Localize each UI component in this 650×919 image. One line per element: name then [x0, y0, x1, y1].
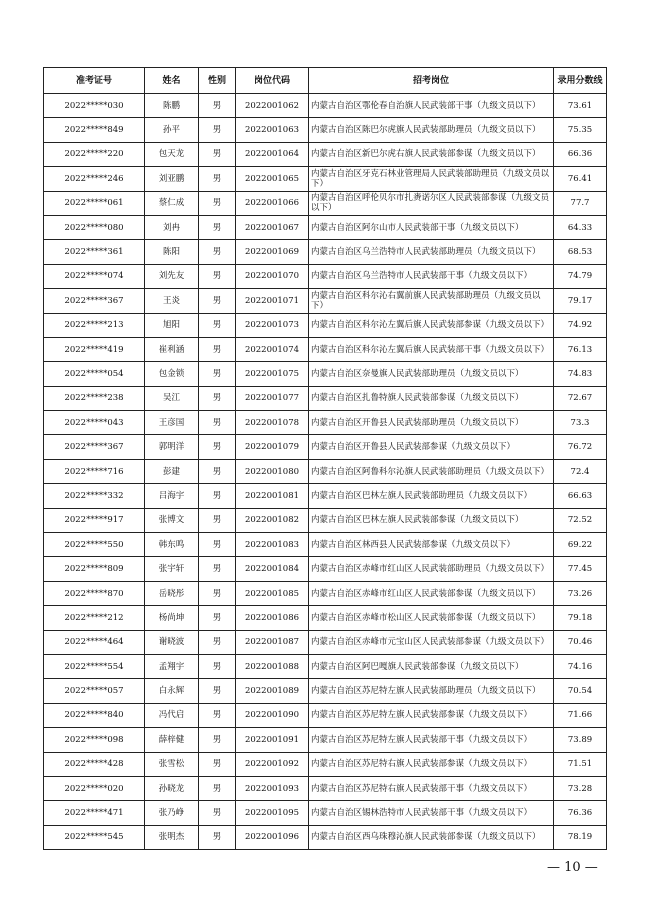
- gender-cell: 男: [199, 606, 236, 630]
- post-cell: 内蒙古自治区赤峰市元宝山区人民武装部参谋（九级文员以下）: [309, 630, 554, 654]
- gender-cell: 男: [199, 654, 236, 678]
- table-row: [44, 289, 607, 313]
- table-row: [44, 191, 607, 215]
- gender-cell: 男: [199, 337, 236, 361]
- gender-cell: 男: [199, 142, 236, 166]
- name-cell: 孙平: [145, 118, 199, 142]
- exam-id-cell: 2022*****061: [44, 191, 145, 215]
- post-code-cell: 2022001066: [236, 191, 309, 215]
- post-cell: 内蒙古自治区苏尼特左旗人民武装部参谋（九级文员以下）: [309, 703, 554, 727]
- name-cell: 吕海宇: [145, 484, 199, 508]
- exam-id-cell: 2022*****545: [44, 825, 145, 849]
- post-cell: 内蒙古自治区鄂伦春自治旗人民武装部干事（九级文员以下）: [309, 94, 554, 118]
- post-code-cell: 2022001080: [236, 459, 309, 483]
- name-cell: 孟翔宇: [145, 654, 199, 678]
- score-cell: 72.67: [554, 386, 607, 410]
- score-cell: 66.36: [554, 142, 607, 166]
- gender-cell: 男: [199, 508, 236, 532]
- post-cell: 内蒙古自治区开鲁县人民武装部助理员（九级文员以下）: [309, 411, 554, 435]
- score-cell: 74.92: [554, 313, 607, 337]
- exam-id-cell: 2022*****238: [44, 386, 145, 410]
- table-row: [44, 484, 607, 508]
- name-cell: 刘冉: [145, 215, 199, 239]
- table-row: [44, 142, 607, 166]
- post-cell: 内蒙古自治区阿尔山市人民武装部干事（九级文员以下）: [309, 215, 554, 239]
- exam-id-cell: 2022*****246: [44, 167, 145, 191]
- exam-id-cell: 2022*****716: [44, 459, 145, 483]
- post-cell: 内蒙古自治区乌兰浩特市人民武装部助理员（九级文员以下）: [309, 240, 554, 264]
- name-cell: 包金锁: [145, 362, 199, 386]
- gender-cell: 男: [199, 703, 236, 727]
- exam-id-cell: 2022*****367: [44, 289, 145, 313]
- post-code-cell: 2022001073: [236, 313, 309, 337]
- score-cell: 76.41: [554, 167, 607, 191]
- post-cell: 内蒙古自治区赤峰市红山区人民武装部助理员（九级文员以下）: [309, 557, 554, 581]
- score-cell: 73.3: [554, 411, 607, 435]
- name-cell: 张雪松: [145, 752, 199, 776]
- score-cell: 76.72: [554, 435, 607, 459]
- post-cell: 内蒙古自治区乌兰浩特市人民武装部干事（九级文员以下）: [309, 264, 554, 288]
- table-row: [44, 679, 607, 703]
- header-post: 招考岗位: [309, 68, 554, 94]
- table-row: [44, 337, 607, 361]
- gender-cell: 男: [199, 386, 236, 410]
- score-cell: 75.35: [554, 118, 607, 142]
- table-row: [44, 118, 607, 142]
- table-body: [44, 94, 607, 850]
- gender-cell: 男: [199, 581, 236, 605]
- name-cell: 张明杰: [145, 825, 199, 849]
- post-code-cell: 2022001077: [236, 386, 309, 410]
- score-cell: 73.61: [554, 94, 607, 118]
- table-row: [44, 459, 607, 483]
- post-code-cell: 2022001064: [236, 142, 309, 166]
- table-row: [44, 94, 607, 118]
- exam-id-cell: 2022*****054: [44, 362, 145, 386]
- post-code-cell: 2022001081: [236, 484, 309, 508]
- post-cell: 内蒙古自治区科尔沁左翼后旗人民武装部参谋（九级文员以下）: [309, 313, 554, 337]
- post-code-cell: 2022001067: [236, 215, 309, 239]
- post-cell: 内蒙古自治区苏尼特右旗人民武装部参谋（九级文员以下）: [309, 752, 554, 776]
- exam-id-cell: 2022*****212: [44, 606, 145, 630]
- post-cell: 内蒙古自治区西乌珠穆沁旗人民武装部参谋（九级文员以下）: [309, 825, 554, 849]
- post-code-cell: 2022001087: [236, 630, 309, 654]
- gender-cell: 男: [199, 362, 236, 386]
- post-code-cell: 2022001088: [236, 654, 309, 678]
- exam-id-cell: 2022*****428: [44, 752, 145, 776]
- gender-cell: 男: [199, 264, 236, 288]
- post-code-cell: 2022001078: [236, 411, 309, 435]
- post-cell: 内蒙古自治区赤峰市红山区人民武装部参谋（九级文员以下）: [309, 581, 554, 605]
- post-code-cell: 2022001069: [236, 240, 309, 264]
- name-cell: 旭阳: [145, 313, 199, 337]
- exam-id-cell: 2022*****849: [44, 118, 145, 142]
- table-row: [44, 167, 607, 191]
- post-cell: 内蒙古自治区苏尼特左旗人民武装部助理员（九级文员以下）: [309, 679, 554, 703]
- post-code-cell: 2022001071: [236, 289, 309, 313]
- name-cell: 陈阳: [145, 240, 199, 264]
- score-cell: 79.17: [554, 289, 607, 313]
- post-code-cell: 2022001070: [236, 264, 309, 288]
- name-cell: 彭建: [145, 459, 199, 483]
- gender-cell: 男: [199, 825, 236, 849]
- exam-id-cell: 2022*****550: [44, 533, 145, 557]
- post-cell: 内蒙古自治区巴林左旗人民武装部助理员（九级文员以下）: [309, 484, 554, 508]
- gender-cell: 男: [199, 191, 236, 215]
- name-cell: 崔利涵: [145, 337, 199, 361]
- gender-cell: 男: [199, 557, 236, 581]
- post-code-cell: 2022001082: [236, 508, 309, 532]
- post-code-cell: 2022001092: [236, 752, 309, 776]
- post-code-cell: 2022001083: [236, 533, 309, 557]
- table-row: [44, 654, 607, 678]
- table-row: [44, 825, 607, 849]
- post-cell: 内蒙古自治区扎鲁特旗人民武装部参谋（九级文员以下）: [309, 386, 554, 410]
- gender-cell: 男: [199, 167, 236, 191]
- gender-cell: 男: [199, 728, 236, 752]
- name-cell: 谢晓波: [145, 630, 199, 654]
- name-cell: 陈鹏: [145, 94, 199, 118]
- name-cell: 杨尚坤: [145, 606, 199, 630]
- gender-cell: 男: [199, 776, 236, 800]
- table-row: [44, 411, 607, 435]
- table-row: [44, 435, 607, 459]
- exam-id-cell: 2022*****080: [44, 215, 145, 239]
- gender-cell: 男: [199, 459, 236, 483]
- gender-cell: 男: [199, 801, 236, 825]
- post-cell: 内蒙古自治区开鲁县人民武装部参谋（九级文员以下）: [309, 435, 554, 459]
- score-cell: 70.46: [554, 630, 607, 654]
- table-row: [44, 703, 607, 727]
- score-cell: 77.45: [554, 557, 607, 581]
- name-cell: 张博文: [145, 508, 199, 532]
- name-cell: 白永辉: [145, 679, 199, 703]
- score-cell: 66.63: [554, 484, 607, 508]
- exam-id-cell: 2022*****057: [44, 679, 145, 703]
- score-cell: 74.83: [554, 362, 607, 386]
- page-number: — 10 —: [547, 860, 598, 875]
- header-exam-id: 准考证号: [44, 68, 145, 94]
- score-cell: 74.79: [554, 264, 607, 288]
- post-code-cell: 2022001084: [236, 557, 309, 581]
- exam-id-cell: 2022*****098: [44, 728, 145, 752]
- post-cell: 内蒙古自治区林西县人民武装部参谋（九级文员以下）: [309, 533, 554, 557]
- post-cell: 内蒙古自治区奈曼旗人民武装部助理员（九级文员以下）: [309, 362, 554, 386]
- header-gender: 性别: [199, 68, 236, 94]
- score-cell: 72.4: [554, 459, 607, 483]
- table-row: [44, 264, 607, 288]
- name-cell: 王炎: [145, 289, 199, 313]
- post-cell: 内蒙古自治区苏尼特左旗人民武装部干事（九级文员以下）: [309, 728, 554, 752]
- name-cell: 王彦国: [145, 411, 199, 435]
- post-code-cell: 2022001062: [236, 94, 309, 118]
- name-cell: 刘先友: [145, 264, 199, 288]
- post-cell: 内蒙古自治区锡林浩特市人民武装部干事（九级文员以下）: [309, 801, 554, 825]
- score-cell: 73.28: [554, 776, 607, 800]
- score-cell: 77.7: [554, 191, 607, 215]
- score-cell: 68.53: [554, 240, 607, 264]
- post-cell: 内蒙古自治区牙克石林业管理局人民武装部助理员（九级文员以下）: [309, 167, 554, 191]
- table-row: [44, 606, 607, 630]
- exam-id-cell: 2022*****464: [44, 630, 145, 654]
- gender-cell: 男: [199, 435, 236, 459]
- name-cell: 薛梓健: [145, 728, 199, 752]
- post-cell: 内蒙古自治区阿鲁科尔沁旗人民武装部助理员（九级文员以下）: [309, 459, 554, 483]
- table-row: [44, 557, 607, 581]
- name-cell: 岳晓彤: [145, 581, 199, 605]
- table-header-row: [44, 68, 607, 94]
- score-cell: 64.33: [554, 215, 607, 239]
- exam-id-cell: 2022*****840: [44, 703, 145, 727]
- score-cell: 73.26: [554, 581, 607, 605]
- gender-cell: 男: [199, 94, 236, 118]
- name-cell: 刘亚鹏: [145, 167, 199, 191]
- post-code-cell: 2022001090: [236, 703, 309, 727]
- post-code-cell: 2022001079: [236, 435, 309, 459]
- table-row: [44, 533, 607, 557]
- post-code-cell: 2022001086: [236, 606, 309, 630]
- table-row: [44, 581, 607, 605]
- post-code-cell: 2022001085: [236, 581, 309, 605]
- post-cell: 内蒙古自治区科尔沁左翼后旗人民武装部干事（九级文员以下）: [309, 337, 554, 361]
- name-cell: 张乃峥: [145, 801, 199, 825]
- score-cell: 74.16: [554, 654, 607, 678]
- exam-id-cell: 2022*****809: [44, 557, 145, 581]
- admission-table: [43, 67, 607, 850]
- post-cell: 内蒙古自治区赤峰市松山区人民武装部参谋（九级文员以下）: [309, 606, 554, 630]
- exam-id-cell: 2022*****361: [44, 240, 145, 264]
- gender-cell: 男: [199, 289, 236, 313]
- exam-id-cell: 2022*****043: [44, 411, 145, 435]
- table-row: [44, 215, 607, 239]
- table-row: [44, 776, 607, 800]
- gender-cell: 男: [199, 679, 236, 703]
- post-cell: 内蒙古自治区科尔沁右翼前旗人民武装部助理员（九级文员以下）: [309, 289, 554, 313]
- exam-id-cell: 2022*****213: [44, 313, 145, 337]
- gender-cell: 男: [199, 240, 236, 264]
- exam-id-cell: 2022*****870: [44, 581, 145, 605]
- score-cell: 79.18: [554, 606, 607, 630]
- post-cell: 内蒙古自治区新巴尔虎右旗人民武装部参谋（九级文员以下）: [309, 142, 554, 166]
- score-cell: 76.13: [554, 337, 607, 361]
- table-row: [44, 240, 607, 264]
- header-name: 姓名: [145, 68, 199, 94]
- score-cell: 78.19: [554, 825, 607, 849]
- post-cell: 内蒙古自治区阿巴嘎旗人民武装部参谋（九级文员以下）: [309, 654, 554, 678]
- score-cell: 76.36: [554, 801, 607, 825]
- name-cell: 郭明洋: [145, 435, 199, 459]
- name-cell: 包天龙: [145, 142, 199, 166]
- post-cell: 内蒙古自治区巴林左旗人民武装部参谋（九级文员以下）: [309, 508, 554, 532]
- table-row: [44, 508, 607, 532]
- gender-cell: 男: [199, 752, 236, 776]
- gender-cell: 男: [199, 118, 236, 142]
- gender-cell: 男: [199, 533, 236, 557]
- post-code-cell: 2022001063: [236, 118, 309, 142]
- score-cell: 73.89: [554, 728, 607, 752]
- gender-cell: 男: [199, 215, 236, 239]
- name-cell: 韩东鸣: [145, 533, 199, 557]
- table-row: [44, 362, 607, 386]
- post-code-cell: 2022001096: [236, 825, 309, 849]
- score-cell: 71.66: [554, 703, 607, 727]
- score-cell: 71.51: [554, 752, 607, 776]
- exam-id-cell: 2022*****367: [44, 435, 145, 459]
- exam-id-cell: 2022*****074: [44, 264, 145, 288]
- exam-id-cell: 2022*****471: [44, 801, 145, 825]
- exam-id-cell: 2022*****220: [44, 142, 145, 166]
- name-cell: 孙晓龙: [145, 776, 199, 800]
- exam-id-cell: 2022*****917: [44, 508, 145, 532]
- post-code-cell: 2022001065: [236, 167, 309, 191]
- gender-cell: 男: [199, 411, 236, 435]
- post-cell: 内蒙古自治区苏尼特右旗人民武装部干事（九级文员以下）: [309, 776, 554, 800]
- table-row: [44, 313, 607, 337]
- post-cell: 内蒙古自治区呼伦贝尔市扎赉诺尔区人民武装部参谋（九级文员以下）: [309, 191, 554, 215]
- post-code-cell: 2022001075: [236, 362, 309, 386]
- score-cell: 72.52: [554, 508, 607, 532]
- exam-id-cell: 2022*****419: [44, 337, 145, 361]
- table-row: [44, 801, 607, 825]
- table-row: [44, 630, 607, 654]
- table-row: [44, 728, 607, 752]
- name-cell: 吴江: [145, 386, 199, 410]
- gender-cell: 男: [199, 313, 236, 337]
- table-row: [44, 752, 607, 776]
- exam-id-cell: 2022*****030: [44, 94, 145, 118]
- post-code-cell: 2022001093: [236, 776, 309, 800]
- exam-id-cell: 2022*****332: [44, 484, 145, 508]
- post-code-cell: 2022001091: [236, 728, 309, 752]
- post-code-cell: 2022001074: [236, 337, 309, 361]
- gender-cell: 男: [199, 484, 236, 508]
- header-post-code: 岗位代码: [236, 68, 309, 94]
- score-cell: 70.54: [554, 679, 607, 703]
- exam-id-cell: 2022*****020: [44, 776, 145, 800]
- post-code-cell: 2022001095: [236, 801, 309, 825]
- post-code-cell: 2022001089: [236, 679, 309, 703]
- gender-cell: 男: [199, 630, 236, 654]
- exam-id-cell: 2022*****554: [44, 654, 145, 678]
- header-score: 录用分数线: [554, 68, 607, 94]
- table-row: [44, 386, 607, 410]
- name-cell: 冯代启: [145, 703, 199, 727]
- name-cell: 张宇轩: [145, 557, 199, 581]
- post-cell: 内蒙古自治区陈巴尔虎旗人民武装部助理员（九级文员以下）: [309, 118, 554, 142]
- name-cell: 蔡仁成: [145, 191, 199, 215]
- score-cell: 69.22: [554, 533, 607, 557]
